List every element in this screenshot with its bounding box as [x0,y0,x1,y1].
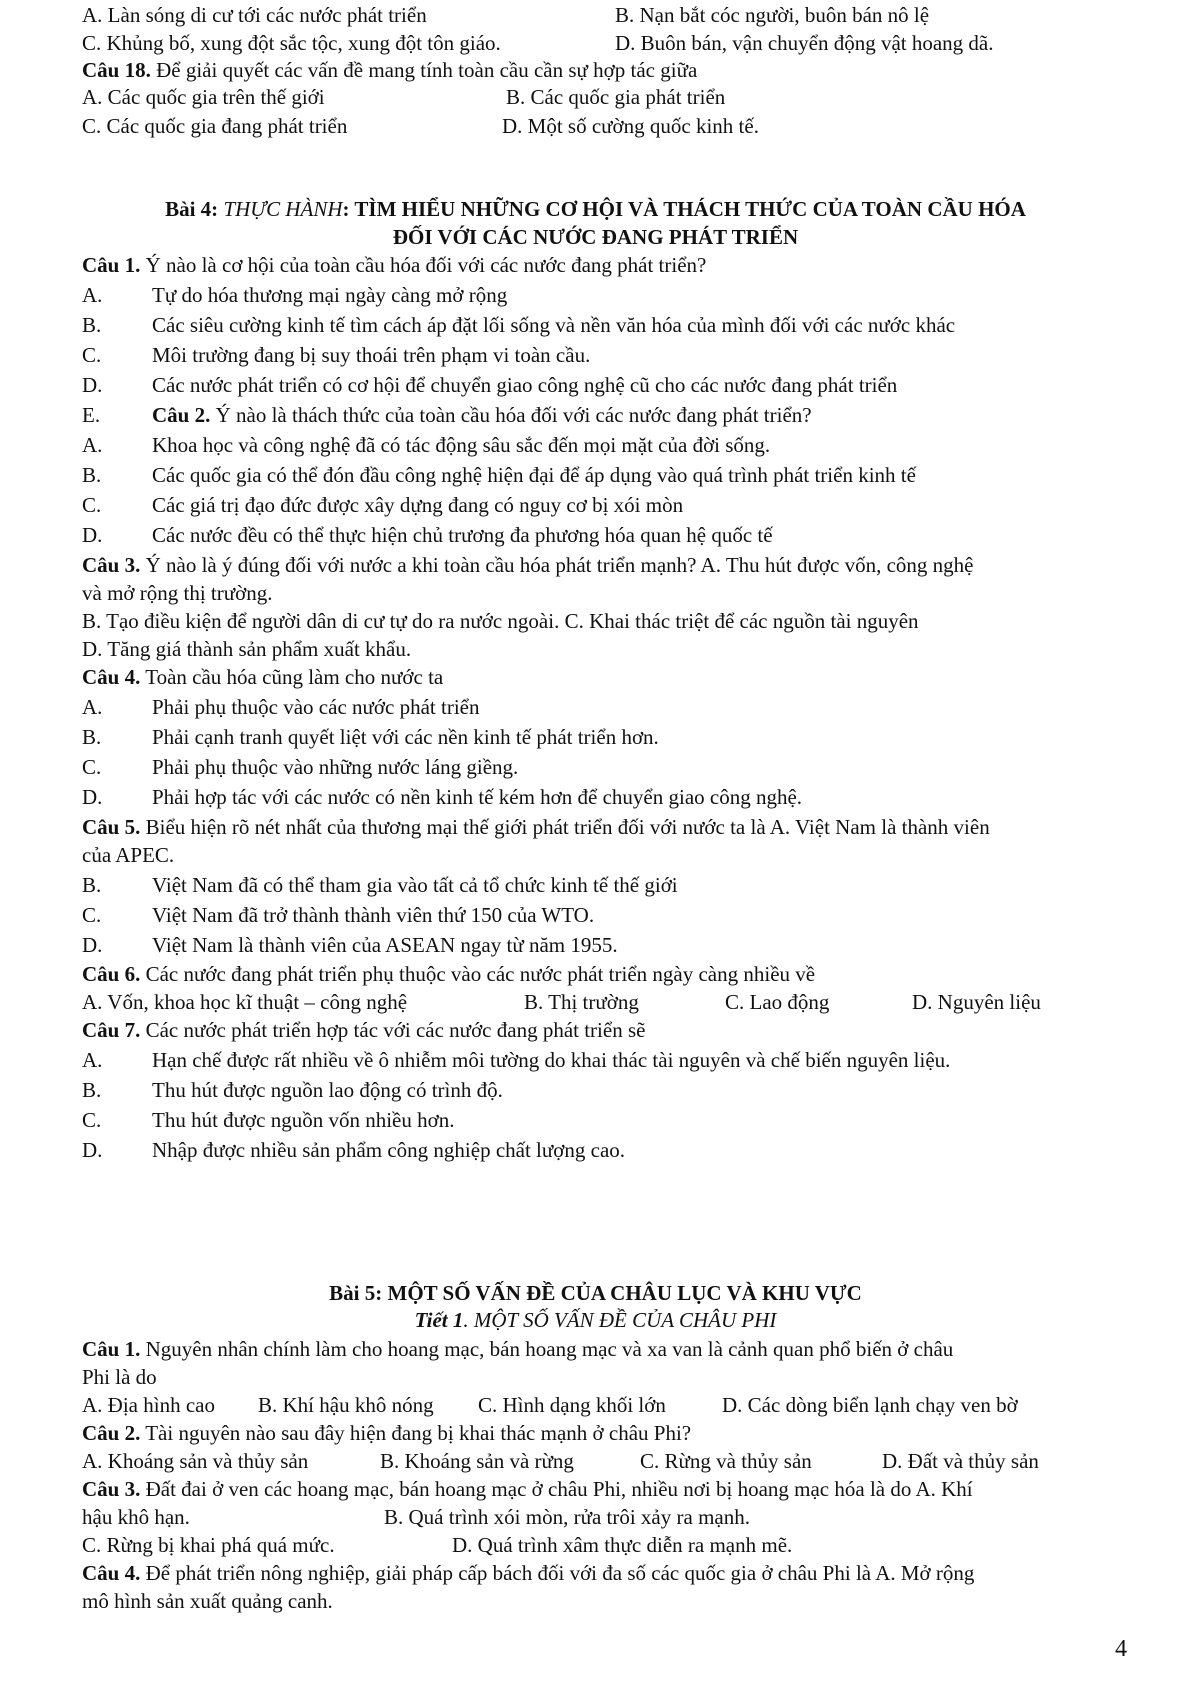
bai4-question-1 [82,252,706,279]
option: A. Địa hình cao [82,1393,215,1417]
option [82,1107,454,1134]
option-text: Thu hút được nguồn vốn nhiều hơn. [152,1108,455,1132]
question-number: Câu 18. [82,58,151,82]
option-text: Việt Nam đã có thể tham gia vào tất cả tổ chức kinh tế thế giới [152,873,678,897]
question-number: Câu 2. [152,403,211,427]
question-number: Câu 3. [82,553,141,577]
option [82,522,773,549]
question-number: Câu 1. [82,1337,141,1361]
option [82,754,518,781]
option-letter: B. [82,463,102,487]
option [82,1077,503,1104]
bai4-question-7 [82,1017,645,1044]
option-letter: C. [82,1108,102,1132]
option [82,902,594,929]
option [82,342,590,369]
question-text: Ý nào là thách thức của toàn cầu hóa đối với các nước đang phát triển? [210,403,812,427]
question-number: Câu 1. [82,253,141,277]
option-letter: B. [82,313,102,337]
prev-option-a: A. Làn sóng di cư tới các nước phát triển [82,3,427,27]
option [82,282,507,309]
option: D. Quá trình xâm thực diễn ra mạnh mẽ. [452,1533,793,1557]
bai4-title-rest: : TÌM HIỂU NHỮNG CƠ HỘI VÀ THÁCH THỨC CỦA TOÀN CẦU HÓA [342,197,1026,221]
question-text: Để giải quyết các vấn đề mang tính toàn cầu cần sự hợp tác giữa [150,58,698,82]
option: B. Khí hậu khô nóng [258,1393,434,1417]
option-letter: D. [82,933,103,957]
prev-option-b: B. Nạn bắt cóc người, buôn bán nô lệ [615,3,930,27]
question-text-continued: hậu khô hạn. [82,1505,190,1529]
option-text: Việt Nam đã trở thành thành viên thứ 150 của WTO. [152,903,595,927]
option [82,492,683,519]
bai4-title-prefix: Bài 4: [165,197,224,221]
option-letter: A. [82,283,103,307]
option: B. Khoáng sản và rừng [380,1449,574,1473]
question-text: Các nước phát triển hợp tác với các nước đang phát triển sẽ [140,1018,646,1042]
option: C. Lao động [725,990,830,1014]
q18-option-a: A. Các quốc gia trên thế giới [82,85,325,109]
option [82,784,802,811]
q18-option-d: D. Một số cường quốc kinh tế. [502,114,759,138]
option [82,462,916,489]
question-text: Các nước đang phát triển phụ thuộc vào các nước phát triển ngày càng nhiều về [140,962,816,986]
bai4-title-italic: THỰC HÀNH [223,197,343,221]
option-letter: A. [82,695,103,719]
option [82,372,897,399]
question-number: Câu 4. [82,1561,141,1585]
question-text-continued: mô hình sản xuất quảng canh. [82,1589,333,1613]
option-letter: D. [82,373,103,397]
option-text: Tự do hóa thương mại ngày càng mở rộng [152,283,508,307]
bai4-title [0,196,1191,223]
option [82,724,659,751]
option-text: Việt Nam là thành viên của ASEAN ngay từ năm 1955. [152,933,618,957]
question-text: Toàn cầu hóa cũng làm cho nước ta [140,665,444,689]
option [82,932,618,959]
option: C. Hình dạng khối lớn [478,1393,666,1417]
bai4-question-6 [82,961,815,988]
option-text: Nhập được nhiều sản phẩm công nghiệp chất lượng cao. [152,1138,626,1162]
option-letter: B. [82,873,102,897]
bai4-question-4 [82,664,443,691]
option: C. Rừng và thủy sản [640,1449,812,1473]
option [82,694,479,721]
option-text: Phải hợp tác với các nước có nền kinh tế kém hơn để chuyển giao công nghệ. [152,785,803,809]
option-text: Các giá trị đạo đức được xây dựng đang có nguy cơ bị xói mòn [152,493,684,517]
question-number: Câu 2. [82,1421,141,1445]
bai5-subtitle [0,1307,1191,1334]
option-letter: C. [82,343,102,367]
question-number: Câu 6. [82,962,141,986]
option-letter: D. [82,523,103,547]
question-text: Nguyên nhân chính làm cho hoang mạc, bán hoang mạc và xa van là cảnh quan phổ biến ở châu [140,1337,954,1361]
option: D. Các dòng biển lạnh chạy ven bờ [722,1393,1018,1417]
bai5-question-1 [82,1336,953,1363]
question-text-continued: Phi là do [82,1365,157,1389]
option-text: Các siêu cường kinh tế tìm cách áp đặt lối sống và nền văn hóa của mình đối với các nước khác [152,313,956,337]
option-text: Hạn chế được rất nhiều về ô nhiễm môi tường do khai thác tài nguyên và chế biến nguyên liệu. [152,1048,951,1072]
option: B. Quá trình xói mòn, rửa trôi xảy ra mạnh. [384,1505,750,1529]
page-number: 4 [1115,1636,1127,1662]
option-letter: A. [82,1048,103,1072]
option-text: Các quốc gia có thể đón đầu công nghệ hiện đại để áp dụng vào quá trình phát triển kinh tế [152,463,916,487]
bai5-subtitle-rest: . MỘT SỐ VẤN ĐỀ CỦA CHÂU PHI [463,1308,777,1332]
question-text: Để phát triển nông nghiệp, giải pháp cấp bách đối với đa số các quốc gia ở châu Phi là A. Mở rộng [140,1561,975,1585]
bai4-title-line2: ĐỐI VỚI CÁC NƯỚC ĐANG PHÁT TRIỂN [392,225,799,249]
prev-option-d: D. Buôn bán, vận chuyển động vật hoang dã. [615,31,994,55]
question-number: Câu 5. [82,815,141,839]
bai4-question-3 [82,552,973,579]
bai4-question-5 [82,814,990,841]
option-text: Các nước đều có thể thực hiện chủ trương đa phương hóa quan hệ quốc tế [152,523,773,547]
question-text-continued: và mở rộng thị trường. [82,581,273,605]
option-text: Phải cạnh tranh quyết liệt với các nền kinh tế phát triển hơn. [152,725,659,749]
option [82,872,678,899]
option-letter: B. [82,1078,102,1102]
question-text: Tài nguyên nào sau đây hiện đang bị khai thác mạnh ở châu Phi? [140,1421,692,1445]
option: D. Nguyên liệu [912,990,1041,1014]
option-text: Thu hút được nguồn lao động có trình độ. [152,1078,503,1102]
question-text: Đất đai ở ven các hoang mạc, bán hoang mạc ở châu Phi, nhiều nơi bị hoang mạc hóa là do A. Khí [140,1477,973,1501]
option-letter: D. [82,785,103,809]
option-text: Môi trường đang bị suy thoái trên phạm vi toàn cầu. [152,343,591,367]
option-letter: D. [82,1138,103,1162]
option-text: Khoa học và công nghệ đã có tác động sâu sắc đến mọi mặt của đời sống. [152,433,771,457]
prev-option-c: C. Khủng bố, xung đột sắc tộc, xung đột tôn giáo. [82,31,501,55]
bai5-question-3 [82,1476,973,1503]
option-letter: C. [82,903,102,927]
question-text: Ý nào là ý đúng đối với nước a khi toàn cầu hóa phát triển mạnh? A. Thu hút được vốn, công nghệ [140,553,974,577]
option: B. Thị trường [524,990,639,1014]
bai5-question-2 [82,1420,691,1447]
option-letter: A. [82,433,103,457]
question-text: Biểu hiện rõ nét nhất của thương mại thế giới phát triển đối với nước ta là A. Việt Nam là thành viên [140,815,990,839]
option: D. Đất và thủy sản [882,1449,1039,1473]
option [82,312,955,339]
option: A. Vốn, khoa học kĩ thuật – công nghệ [82,990,408,1014]
question-text-continued: của APEC. [82,843,175,867]
option [82,1137,625,1164]
option-letter: B. [82,725,102,749]
option-text: Các nước phát triển có cơ hội để chuyển giao công nghệ cũ cho các nước đang phát triển [152,373,898,397]
option-line: D. Tăng giá thành sản phẩm xuất khẩu. [82,637,412,661]
option [82,432,770,459]
bai5-subtitle-prefix: Tiết 1 [414,1308,464,1332]
question-18 [82,57,697,84]
option-letter: C. [82,493,102,517]
question-number: Câu 7. [82,1018,141,1042]
option-text: Phải phụ thuộc vào những nước láng giềng. [152,755,519,779]
q18-option-b: B. Các quốc gia phát triển [506,85,726,109]
option: C. Rừng bị khai phá quá mức. [82,1533,335,1557]
option-text: Phải phụ thuộc vào các nước phát triển [152,695,480,719]
option-line: B. Tạo điều kiện để người dân di cư tự do ra nước ngoài. C. Khai thác triệt để các nguồn tài nguyên [82,609,919,633]
bai5-question-4 [82,1560,974,1587]
question-number: Câu 4. [82,665,141,689]
q18-option-c: C. Các quốc gia đang phát triển [82,114,348,138]
option-letter: E. [82,403,101,427]
option: A. Khoáng sản và thủy sản [82,1449,309,1473]
option [82,1047,950,1074]
question-number: Câu 3. [82,1477,141,1501]
question-text: Ý nào là cơ hội của toàn cầu hóa đối với các nước đang phát triển? [140,253,707,277]
bai4-question-2 [82,402,812,429]
option-letter: C. [82,755,102,779]
bai5-title: Bài 5: MỘT SỐ VẤN ĐỀ CỦA CHÂU LỤC VÀ KHU VỰC [329,1281,862,1305]
